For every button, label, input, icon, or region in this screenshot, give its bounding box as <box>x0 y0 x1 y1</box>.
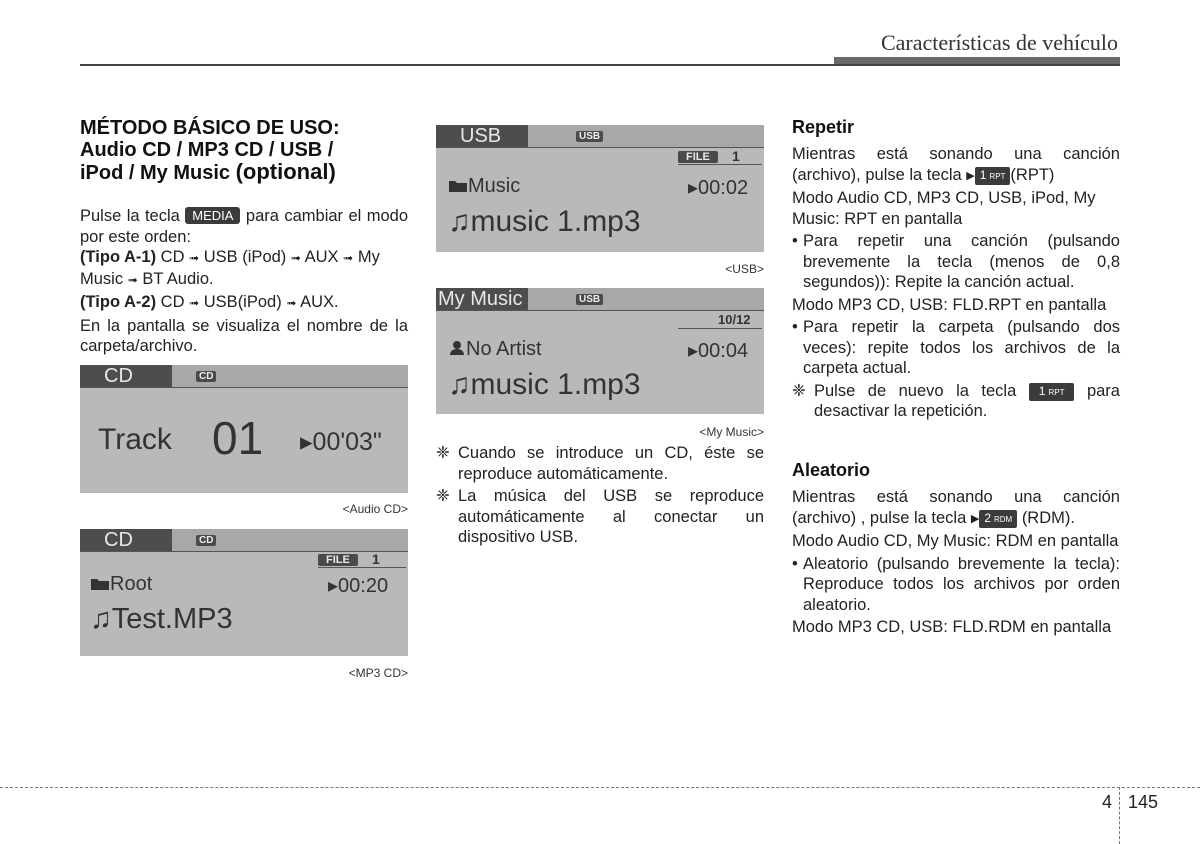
artist-row <box>448 338 542 361</box>
file-row <box>448 368 641 402</box>
track-number: 01 <box>212 412 264 464</box>
section-title-line3-text: iPod / My Music <box>80 162 231 184</box>
repetir-mode-1: Modo Audio CD, MP3 CD, USB, iPod, My Music: RPT en pantalla <box>792 189 1096 228</box>
screen-divider <box>436 310 764 311</box>
repetir-intro <box>792 144 1120 186</box>
tipo-a1-step: USB (iPod) <box>203 248 287 266</box>
source-badge: CD <box>196 371 216 382</box>
triangle-icon: ▶ <box>966 169 975 182</box>
section-title-line1: MÉTODO BÁSICO DE USO: <box>80 117 340 139</box>
person-icon <box>448 340 466 356</box>
usb-caption: <USB> <box>725 262 764 276</box>
tipo-a1-step: CD <box>160 248 185 266</box>
repetir-bullet-text: Para repetir la carpeta (pulsando dos veces): repite todos los archivos de la carpeta actual. <box>803 318 1120 377</box>
repetir-star-pre: Pulse de nuevo la tecla <box>814 381 1017 400</box>
bullet-icon: • <box>792 318 798 336</box>
rpt-key <box>1029 383 1075 401</box>
my-music-caption: <My Music> <box>699 425 764 439</box>
aleatorio-intro <box>792 487 1120 529</box>
footer-rule <box>0 787 1200 788</box>
folder-name: Music <box>468 175 521 197</box>
section-title <box>80 117 408 184</box>
screen-tab: My Music <box>436 288 528 310</box>
intro-block <box>80 206 408 357</box>
page-number: 145 <box>1128 792 1159 812</box>
aleatorio-intro-post: (RDM). <box>1021 508 1075 527</box>
arrow-icon: ➟ <box>286 296 297 310</box>
repetir-heading: Repetir <box>792 117 855 137</box>
note-item <box>436 443 764 484</box>
file-number: 1 <box>732 148 740 164</box>
arrow-icon: ➟ <box>189 296 200 310</box>
chapter-number: 4 <box>1102 792 1113 812</box>
note-item <box>436 486 764 548</box>
screen-tab: CD <box>80 365 172 387</box>
audio-cd-screen <box>80 365 408 493</box>
rdm-key-number: 2 <box>984 510 991 525</box>
artist-name: No Artist <box>466 338 542 360</box>
note-text: Cuando se introduce un CD, éste se reproduce automáticamente. <box>458 444 764 483</box>
aleatorio-bullet-1 <box>792 554 1120 616</box>
bullet-icon: • <box>792 232 798 250</box>
note-star-icon: ❈ <box>436 444 450 462</box>
tipo-a2-step: AUX. <box>300 293 339 311</box>
music-note-icon: ♫ <box>448 205 471 238</box>
counter-underline <box>678 328 762 329</box>
file-underline <box>678 164 762 165</box>
folder-name: Root <box>110 573 153 595</box>
file-badge: FILE <box>678 151 718 163</box>
section-title-optional: (optional) <box>235 159 336 184</box>
tipo-a2-step: CD <box>160 293 185 311</box>
display-note: En la pantalla se visualiza el nombre de la carpeta/archivo. <box>80 316 408 355</box>
music-note-icon: ♫ <box>448 368 471 401</box>
running-header-title: Características de vehículo <box>880 30 1118 55</box>
repetir-intro-pre: Mientras está sonando una canción (archivo), pulse la tecla <box>792 145 1120 184</box>
mp3-cd-caption: <MP3 CD> <box>348 666 408 680</box>
intro-post: para cambiar el modo por este orden: <box>80 207 409 246</box>
tipo-a1-label: (Tipo A-1) <box>80 248 157 266</box>
folder-row <box>90 573 152 596</box>
rpt-key-label: RPT <box>1048 387 1065 397</box>
my-music-screen <box>436 288 764 414</box>
section-title-line3 <box>80 161 408 184</box>
note-star-icon: ❈ <box>792 381 806 400</box>
note-text: La música del USB se reproduce automáticamente al conectar un dispositivo USB. <box>458 487 764 546</box>
aleatorio-block <box>792 460 1120 638</box>
bullet-icon: • <box>792 554 798 573</box>
audio-cd-caption: <Audio CD> <box>342 502 408 516</box>
note-star-icon: ❈ <box>436 487 450 505</box>
screen-divider <box>80 551 408 552</box>
triangle-icon: ▶ <box>970 512 980 525</box>
arrow-icon: ➟ <box>343 251 354 265</box>
file-row <box>448 205 641 239</box>
tipo-a2-label: (Tipo A-2) <box>80 293 157 311</box>
repetir-bullet-text: Para repetir una canción (pulsando brevemente la tecla (menos de 0,8 segundos)): Repite la canción actual. <box>803 232 1120 291</box>
source-badge: USB <box>576 294 603 305</box>
folder-icon <box>448 179 468 193</box>
rpt-key-number: 1 <box>1038 383 1046 398</box>
tipo-a1-step: My Music <box>80 248 380 288</box>
folder-icon <box>90 577 110 591</box>
file-name: music 1.mp3 <box>470 368 641 401</box>
screen-tab: USB <box>436 125 528 147</box>
rdm-key <box>979 510 1017 528</box>
repetir-star-post: para desactivar la repetición. <box>814 381 1120 420</box>
repetir-block <box>792 117 1120 422</box>
aleatorio-mode-2: Modo MP3 CD, USB: FLD.RDM en pantalla <box>792 618 1112 636</box>
file-name: music 1.mp3 <box>470 205 641 238</box>
tipo-a2-paragraph <box>80 292 408 314</box>
tipo-a1-paragraph <box>80 247 408 290</box>
arrow-icon: ➟ <box>127 272 138 287</box>
track-label: Track <box>98 423 172 456</box>
tipo-a1-step: BT Audio. <box>142 269 214 288</box>
tipo-a2-step: USB(iPod) <box>203 293 282 311</box>
file-badge: FILE <box>318 554 358 566</box>
repetir-bullet-1 <box>792 231 1120 293</box>
rpt-key-label: RPT <box>989 171 1006 181</box>
file-number: 1 <box>372 551 380 567</box>
track-counter: 10/12 <box>718 312 751 327</box>
notes-block <box>436 443 764 548</box>
mp3-cd-screen <box>80 529 408 656</box>
arrow-icon: ➟ <box>189 251 200 265</box>
header-rule <box>80 64 1120 66</box>
file-row <box>90 603 233 636</box>
file-underline <box>318 567 406 568</box>
screen-tab: CD <box>80 529 172 551</box>
play-time: ▸00:04 <box>688 340 749 362</box>
repetir-intro-post: (RPT) <box>1010 165 1055 184</box>
aleatorio-bullet-text: Aleatorio (pulsando brevemente la tecla): Reproduce todos los archivos por orden aleatorio. <box>803 554 1120 614</box>
aleatorio-heading: Aleatorio <box>792 460 871 480</box>
usb-screen <box>436 125 764 252</box>
file-name: Test.MP3 <box>111 603 233 635</box>
screen-divider <box>436 147 764 148</box>
rdm-key-label: RDM <box>994 514 1013 524</box>
screen-divider <box>80 387 408 388</box>
play-time: ▸00:02 <box>688 177 749 199</box>
aleatorio-mode-1: Modo Audio CD, My Music: RDM en pantalla <box>792 532 1119 550</box>
play-time: ▸00'03" <box>300 428 382 456</box>
arrow-icon: ➟ <box>290 251 301 265</box>
play-time: ▸00:20 <box>328 575 389 597</box>
repetir-bullet-2 <box>792 317 1120 379</box>
media-key: MEDIA <box>185 207 240 224</box>
music-note-icon: ♫ <box>90 603 112 635</box>
rpt-key <box>975 167 1011 185</box>
source-badge: CD <box>196 535 216 546</box>
rpt-key-number: 1 <box>979 167 987 182</box>
tipo-a1-step: AUX <box>304 248 339 266</box>
repetir-mode-2: Modo MP3 CD, USB: FLD.RPT en pantalla <box>792 295 1107 314</box>
footer-divider <box>1119 787 1120 844</box>
section-title-line2: Audio CD / MP3 CD / USB / <box>80 139 334 161</box>
intro-pre: Pulse la tecla <box>80 207 180 225</box>
folder-row <box>448 175 520 198</box>
source-badge: USB <box>576 131 603 142</box>
aleatorio-intro-pre: Mientras está sonando una canción (archivo) , pulse la tecla <box>792 488 1120 527</box>
intro-paragraph <box>80 206 408 247</box>
repetir-star-note <box>792 381 1120 422</box>
